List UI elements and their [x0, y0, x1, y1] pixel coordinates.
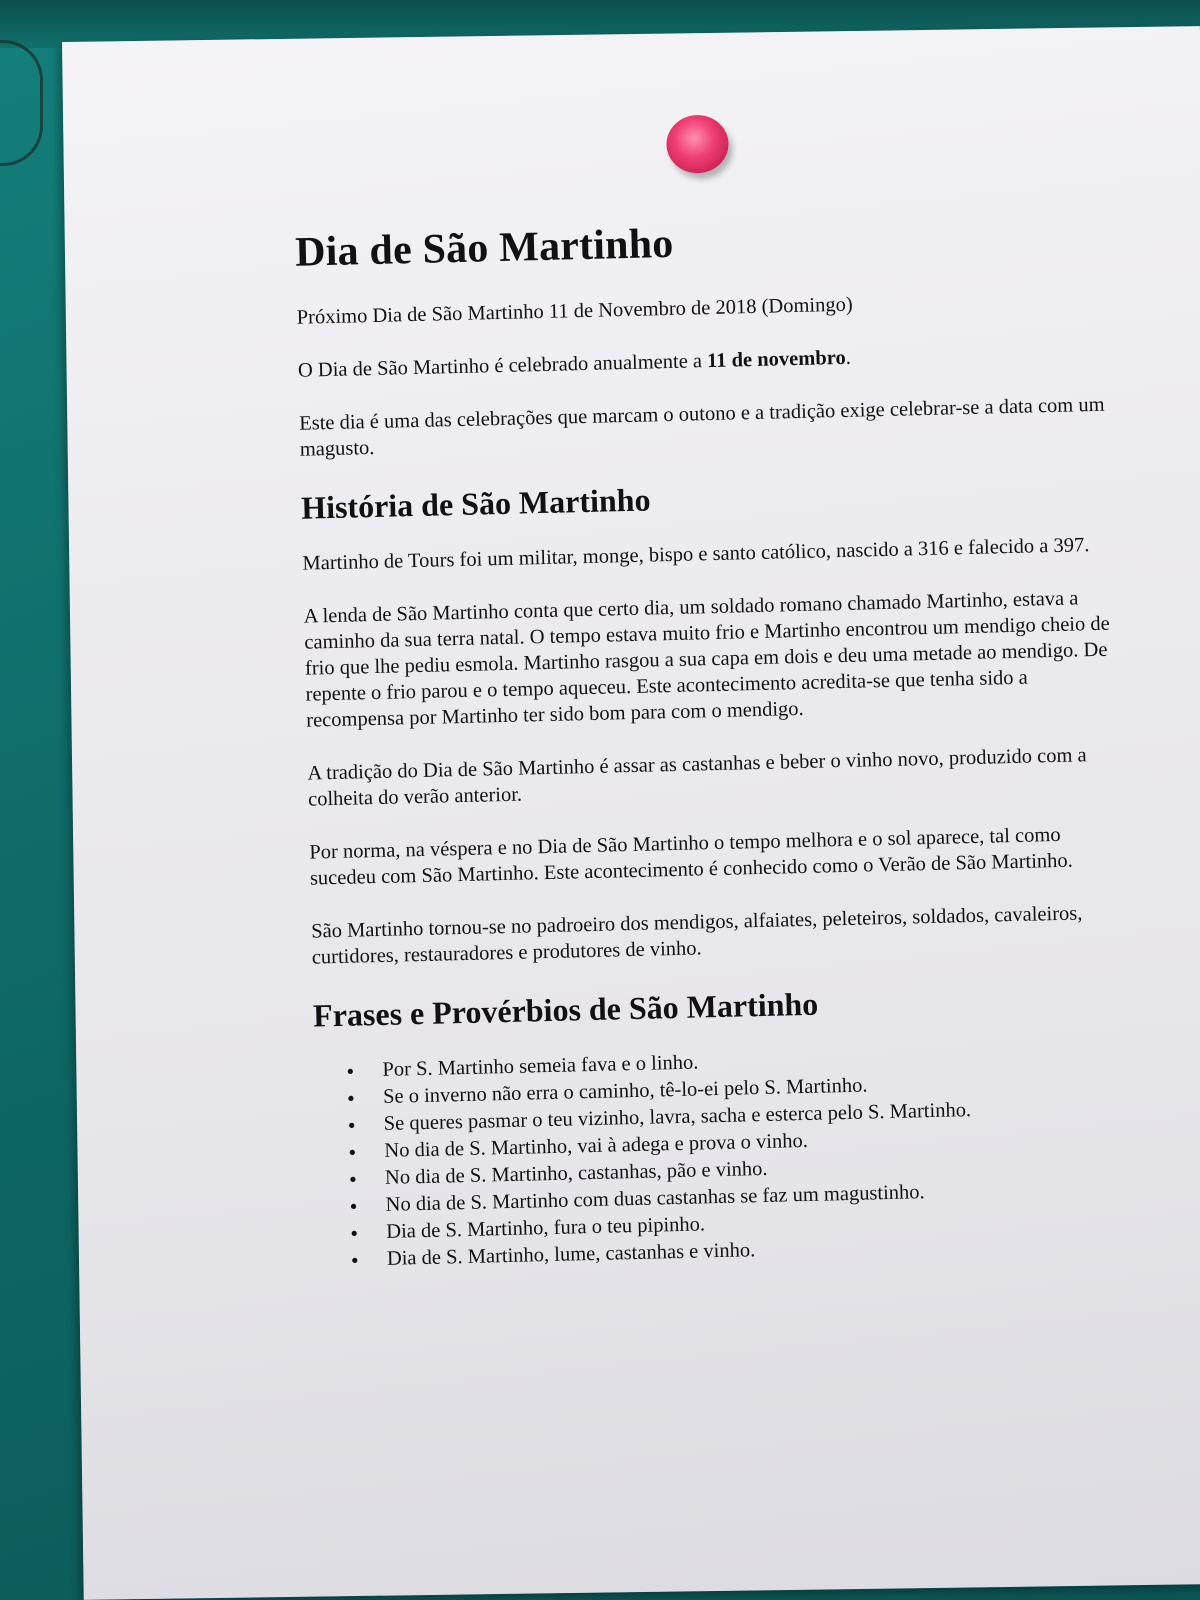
proverbs-heading: Frases e Provérbios de São Martinho [312, 985, 819, 1034]
page-title: Dia de São Martinho [294, 220, 674, 276]
board-scribble [0, 40, 43, 166]
celebrated-line [298, 338, 1118, 383]
list-item: • Se queres pasmar o teu vizinho, lavra, sacha e esterca pelo S. Martinho. [315, 1093, 1135, 1139]
push-pin-icon [666, 115, 729, 174]
next-date-line: Próximo Dia de São Martinho 11 de Novembro de 2018 (Domingo) [296, 293, 853, 329]
celebrated-date: 11 de novembro [706, 346, 846, 373]
history-heading: História de São Martinho [300, 481, 651, 526]
history-paragraph: Por norma, na véspera e no Dia de São Martinho o tempo melhora e o sol aparece, tal como sucedeu com São Martinho. Este acontecimento é conhecido como o Verão de São Martinho. [309, 823, 1074, 890]
proverbs-list [314, 1039, 1139, 1274]
intro-paragraph: Este dia é uma das celebrações que marcam o outono e a tradição exige celebrar-se a data com um magusto. [298, 393, 1105, 461]
history-paragraph: A lenda de São Martinho conta que certo dia, um soldado romano chamado Martinho, estava a caminho da sua terra natal. O tempo estava muito frio e Martinho encontrou um mendigo cheio de frio que lhe pediu esmola. Martinho rasgou a sua capa em dois e deu uma metade ao mendigo. De repente o frio parou e o tempo aqueceu. Este acontecimento acredita-se que tenha sido a recompensa por Martinho ter sido bom para com o mendigo. [303, 587, 1110, 732]
list-item: • No dia de S. Martinho, castanhas, pão e vinho. [317, 1147, 1137, 1193]
list-item: • Se o inverno não erra o caminho, tê-lo-ei pelo S. Martinho. [315, 1066, 1135, 1112]
list-item: • No dia de S. Martinho com duas castanhas se faz um magustinho. [317, 1174, 1137, 1220]
printed-sheet [62, 26, 1200, 1600]
celebrated-end: . [845, 346, 852, 369]
list-item: • No dia de S. Martinho, vai à adega e prova o vinho. [316, 1120, 1136, 1166]
history-paragraph: A tradição do Dia de São Martinho é assar as castanhas e beber o vinho novo, produzido com a colheita do verão anterior. [307, 744, 1087, 811]
celebrated-text: O Dia de São Martinho é celebrado anualmente a [297, 350, 708, 382]
list-item: • Dia de S. Martinho, lume, castanhas e vinho. [319, 1228, 1139, 1274]
list-item: • Dia de S. Martinho, fura o teu pipinho. [318, 1201, 1138, 1247]
history-paragraph: São Martinho tornou-se no padroeiro dos mendigos, alfaiates, peleteiros, soldados, cavaleiros, curtidores, restauradores e produtores de vinho. [310, 902, 1083, 969]
sheet-content [295, 209, 1139, 1274]
list-item: • Por S. Martinho semeia fava e o linho. [314, 1039, 1134, 1085]
history-paragraph: Martinho de Tours foi um militar, monge, bispo e santo católico, nascido a 316 e falecido a 397. [302, 534, 1090, 575]
